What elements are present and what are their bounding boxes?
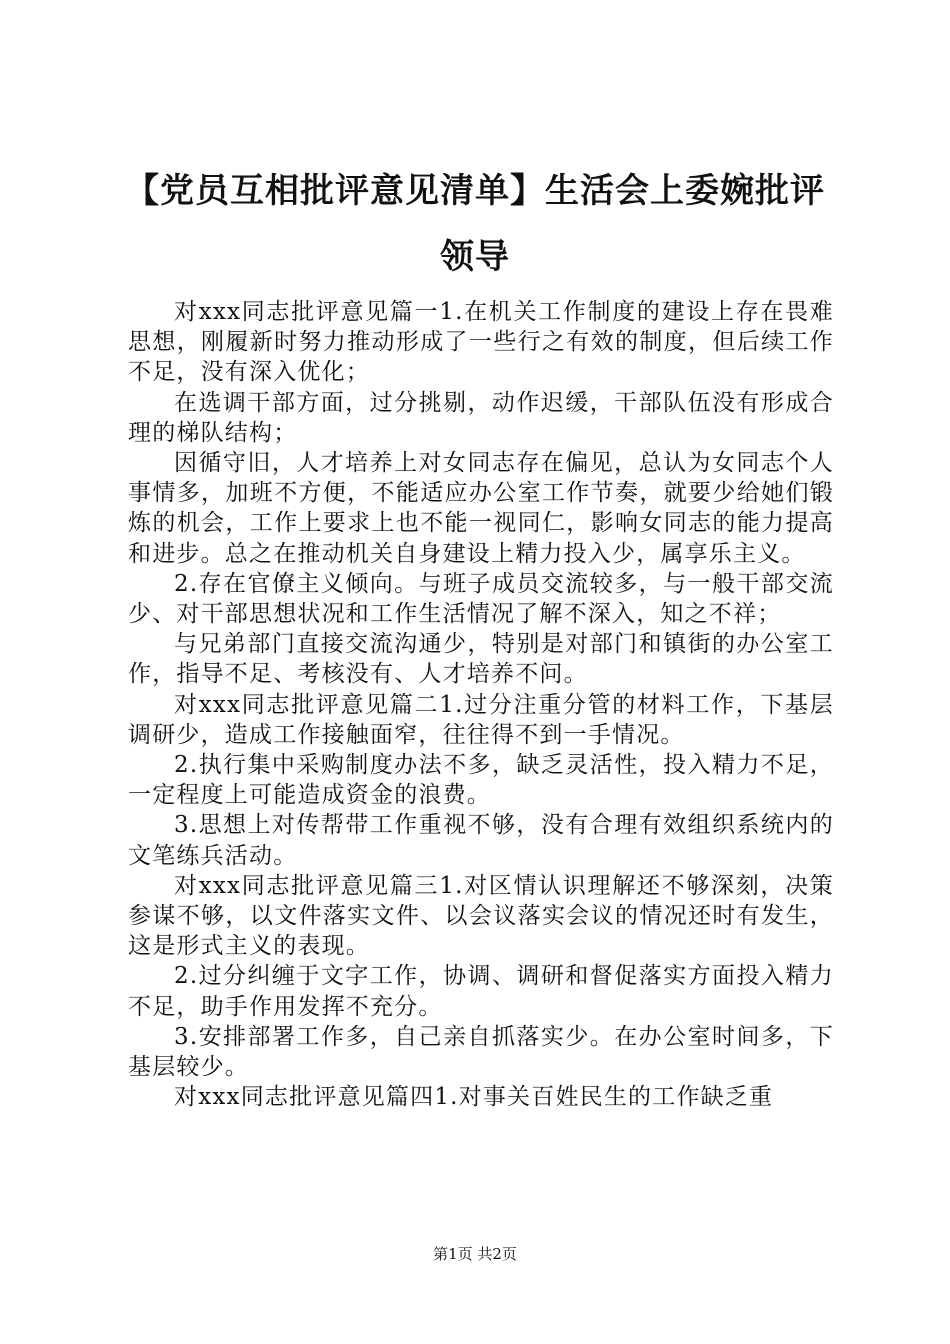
- paragraph: 对xxx同志批评意见篇二1.过分注重分管的材料工作，下基层调研少，造成工作接触面窄，往往得不到一手情况。: [128, 691, 834, 748]
- paragraph: 2.执行集中采购制度办法不多，缺乏灵活性，投入精力不足，一定程度上可能造成资金的浪费。: [128, 752, 834, 809]
- paragraph: 在选调干部方面，过分挑剔，动作迟缓，干部队伍没有形成合理的梯队结构；: [128, 389, 834, 446]
- page-number-footer: 第1页 共2页: [433, 1245, 517, 1263]
- paragraph: 与兄弟部门直接交流沟通少，特别是对部门和镇街的办公室工作，指导不足、考核没有、人才培养不问。: [128, 631, 834, 688]
- paragraph: 对xxx同志批评意见篇四1.对事关百姓民生的工作缺乏重: [174, 1084, 774, 1111]
- document-title: 【党员互相批评意见清单】生活会上委婉批评领导: [125, 171, 825, 277]
- paragraph: 因循守旧，人才培养上对女同志存在偏见，总认为女同志个人事情多，加班不方便，不能适应办公室工作节奏，就要少给她们锻炼的机会，工作上要求上也不能一视同仁，影响女同志的能力提高和进步。总之在推动机关自身建设上精力投入少，属享乐主义。: [128, 450, 834, 567]
- paragraph: 对xxx同志批评意见篇一1.在机关工作制度的建设上存在畏难思想，刚履新时努力推动形成了一些行之有效的制度，但后续工作不足，没有深入优化；: [128, 299, 834, 386]
- document-body: [128, 297, 834, 1112]
- paragraph: 对xxx同志批评意见篇三1.对区情认识理解还不够深刻，决策参谋不够，以文件落实文件、以会议落实会议的情况还时有发生，这是形式主义的表现。: [128, 872, 834, 960]
- paragraph: 3.安排部署工作多，自己亲自抓落实少。在办公室时间多，下基层较少。: [128, 1023, 834, 1081]
- paragraph: 2.存在官僚主义倾向。与班子成员交流较多，与一般干部交流少、对干部思想状况和工作生活情况了解不深入，知之不祥；: [128, 570, 834, 628]
- paragraph: 2.过分纠缠于文字工作，协调、调研和督促落实方面投入精力不足，助手作用发挥不充分。: [128, 963, 834, 1020]
- paragraph: 3.思想上对传帮带工作重视不够，没有合理有效组织系统内的文笔练兵活动。: [128, 812, 834, 869]
